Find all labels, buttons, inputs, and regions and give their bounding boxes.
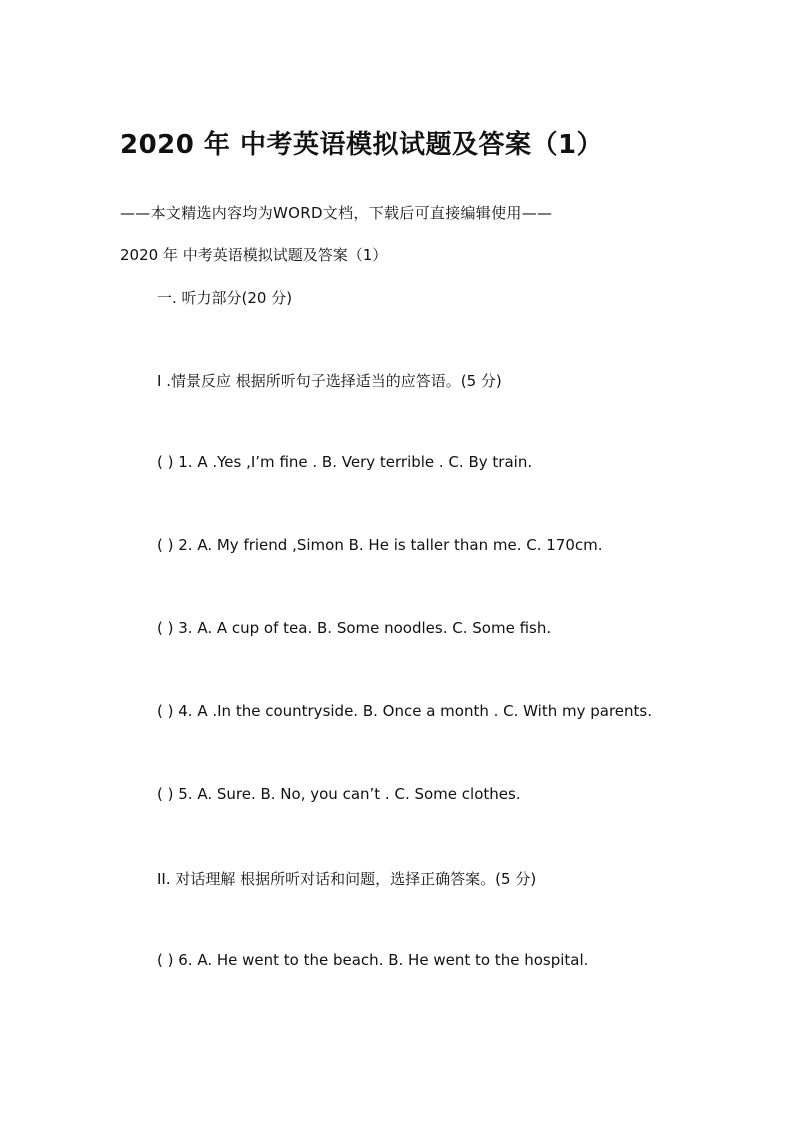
part-heading-dialogue-comprehension: II. 对话理解 根据所听对话和问题，选择正确答案。(5 分) (157, 870, 537, 888)
question-item: ( ) 3. A. A cup of tea. B. Some noodles. C. Some fish. (157, 619, 552, 637)
section-heading-listening: 一. 听力部分(20 分) (157, 289, 293, 307)
question-item: ( ) 5. A. Sure. B. No, you can’t . C. Some clothes. (157, 785, 521, 803)
question-item: ( ) 2. A. My friend ,Simon B. He is taller than me. C. 170cm. (157, 536, 603, 554)
document-subtitle: 2020 年 中考英语模拟试题及答案（1） (120, 246, 388, 264)
download-notice: ——本文精选内容均为WORD文档，下载后可直接编辑使用—— (120, 204, 553, 222)
part-heading-situational-response: I .情景反应 根据所听句子选择适当的应答语。(5 分) (157, 372, 502, 390)
question-item: ( ) 4. A .In the countryside. B. Once a month . C. With my parents. (157, 702, 653, 720)
question-item: ( ) 1. A .Yes ,I’m fine . B. Very terrible . C. By train. (157, 453, 533, 471)
document-title: 2020 年 中考英语模拟试题及答案（1） (120, 130, 604, 160)
question-item: ( ) 6. A. He went to the beach. B. He went to the hospital. (157, 951, 589, 969)
